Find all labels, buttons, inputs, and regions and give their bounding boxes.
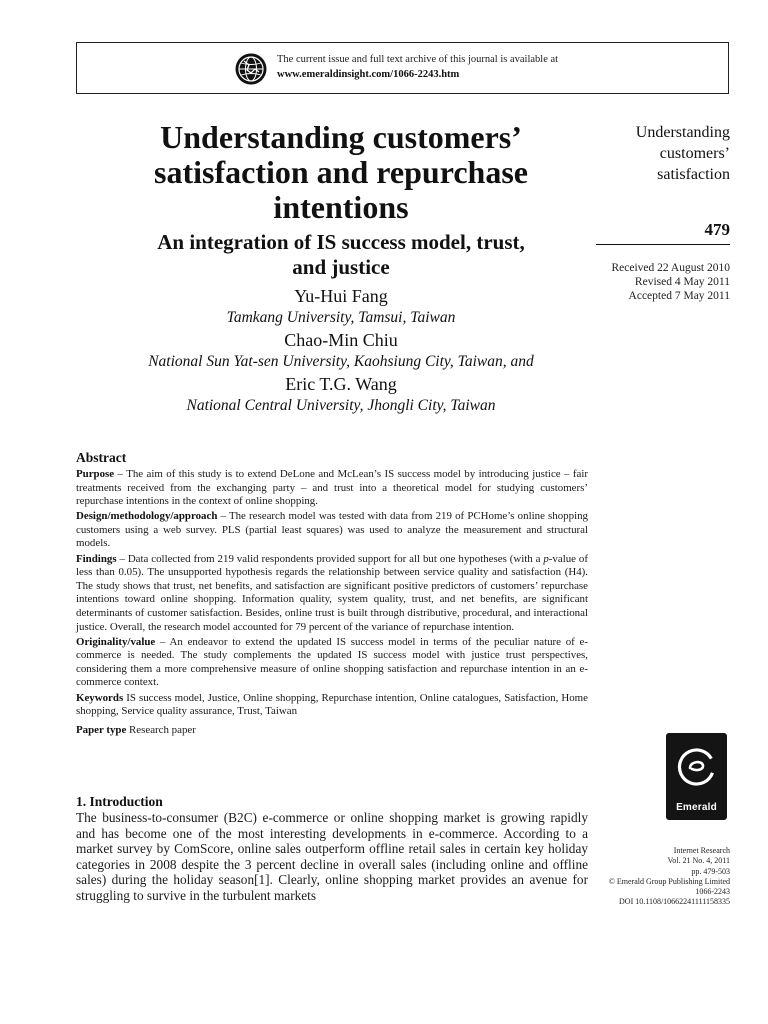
design-label: Design/methodology/approach	[76, 510, 218, 523]
originality-text: – An endeavor to extend the updated IS success model in terms of the peculiar nature of e-commerce is needed. The study complements the updated IS success model with justice trust perspectives, considering them a more comprehensive measure of online shopping satisfaction and repurchase intention in an e-commerce context.	[76, 635, 588, 689]
design-text: – The research model was tested with data from 219 of PCHome’s online shopping customers using a web survey. PLS (partial least squares) was used to analyze the measurement and structural models.	[76, 510, 588, 550]
journal-volume: Vol. 21 No. 4, 2011	[667, 856, 730, 866]
findings-text: – Data collected from 219 valid respondents provided support for all but one hypotheses (with a	[116, 552, 544, 565]
papertype-label: Paper type	[76, 723, 127, 736]
running-title-line: Understanding	[635, 124, 730, 141]
abstract-purpose	[76, 468, 588, 509]
journal-citation-info	[592, 846, 730, 908]
author-affiliation: National Sun Yat-sen University, Kaohsiung City, Taiwan, and	[148, 353, 534, 370]
abstract-heading: Abstract	[76, 450, 127, 465]
originality-label: Originality/value	[76, 635, 156, 648]
author-affiliation: Tamkang University, Tamsui, Taiwan	[226, 309, 456, 326]
keywords-label: Keywords	[76, 691, 124, 704]
page-number: 479	[704, 220, 730, 239]
author-name: Chao-Min Chiu	[284, 330, 398, 350]
keywords-text: IS success model, Justice, Online shopping, Repurchase intention, Online catalogues, Satisfaction, Home shopping, Service quality assurance, Trust, Taiwan	[76, 691, 588, 718]
abstract-paper-type	[76, 724, 588, 738]
journal-issn: 1066-2243	[695, 887, 730, 897]
running-title-line: satisfaction	[657, 166, 730, 183]
author-affiliation: National Central University, Jhongli City, Taiwan	[186, 397, 496, 414]
subtitle-line-1: An integration of IS success model, trust,	[157, 230, 525, 254]
archive-notice: The current issue and full text archive of this journal is available at	[277, 54, 559, 65]
introduction-heading: 1. Introduction	[76, 794, 163, 809]
running-title	[596, 122, 730, 185]
abstract-originality	[76, 636, 588, 690]
journal-name: Internet Research	[673, 846, 730, 855]
emerald-logo	[666, 733, 727, 820]
running-title-line: customers’	[659, 145, 730, 162]
title-line-2: satisfaction and repurchase	[154, 154, 528, 190]
findings-text: -value of less than 0.05). The unsupported hypothesis regards the relationship between service quality and satisfaction (H4). The study shows that trust, net benefits, and satisfaction are significant positive predictors of customers’ repurchase intentions toward online shopping. Information quality, system quality, trust, and net benefits, are significant determinants of customer satisfaction. Besides, online trust is built through distributive, procedural, and interactional justice. Overall, the research model accounted for 79 percent of the variance of repurchase intention.	[76, 552, 588, 633]
submission-dates	[590, 261, 730, 303]
journal-pages: pp. 479-503	[691, 866, 730, 876]
journal-doi: DOI 10.1108/10662241111158335	[619, 897, 730, 907]
introduction-paragraph: The business-to-consumer (B2C) e-commerce or online shopping market is growing rapidly and has become one of the most interesting developments in e-commerce. According to a market survey by ComScore, online sales outperform offline retail sales in certain key holiday categories in 2008 despite the 3 percent decline in overall sales (including online and offline sales) during the holiday season[1]. Clearly, online shopping market provides an avenue for struggling to survive in the turbulent markets	[76, 810, 588, 903]
abstract-design	[76, 510, 588, 551]
sidebar-divider	[596, 244, 730, 245]
article-title	[76, 120, 606, 225]
emerald-e-icon	[666, 735, 727, 801]
introduction-body	[76, 810, 588, 904]
emerald-globe-icon	[235, 53, 267, 85]
abstract-keywords	[76, 692, 588, 719]
journal-url-link[interactable]: www.emeraldinsight.com/1066-2243.htm	[277, 69, 460, 80]
title-line-1: Understanding customers’	[160, 119, 522, 155]
title-line-3: intentions	[273, 189, 409, 225]
purpose-label: Purpose	[76, 468, 115, 480]
subtitle-line-2: and justice	[292, 255, 390, 279]
journal-header-box	[76, 42, 729, 94]
abstract-findings	[76, 553, 588, 635]
author-name: Yu-Hui Fang	[294, 286, 388, 306]
author-name: Eric T.G. Wang	[285, 374, 397, 394]
journal-copyright: © Emerald Group Publishing Limited	[608, 876, 730, 886]
article-subtitle	[76, 230, 606, 280]
revised-date: Revised 4 May 2011	[634, 276, 730, 288]
emerald-wordmark: Emerald	[676, 802, 717, 813]
abstract-body	[76, 468, 588, 739]
findings-p-italic: p	[543, 552, 549, 565]
papertype-text: Research paper	[126, 723, 196, 736]
findings-label: Findings	[76, 552, 117, 565]
purpose-text: – The aim of this study is to extend DeLone and McLean’s IS success model by introducing justice – fair treatments received from the exchanging party – and trust into a theoretical model for studying customers’ repurchase intentions in the context of online shopping.	[76, 468, 588, 508]
received-date: Received 22 August 2010	[611, 262, 730, 274]
accepted-date: Accepted 7 May 2011	[628, 290, 730, 302]
